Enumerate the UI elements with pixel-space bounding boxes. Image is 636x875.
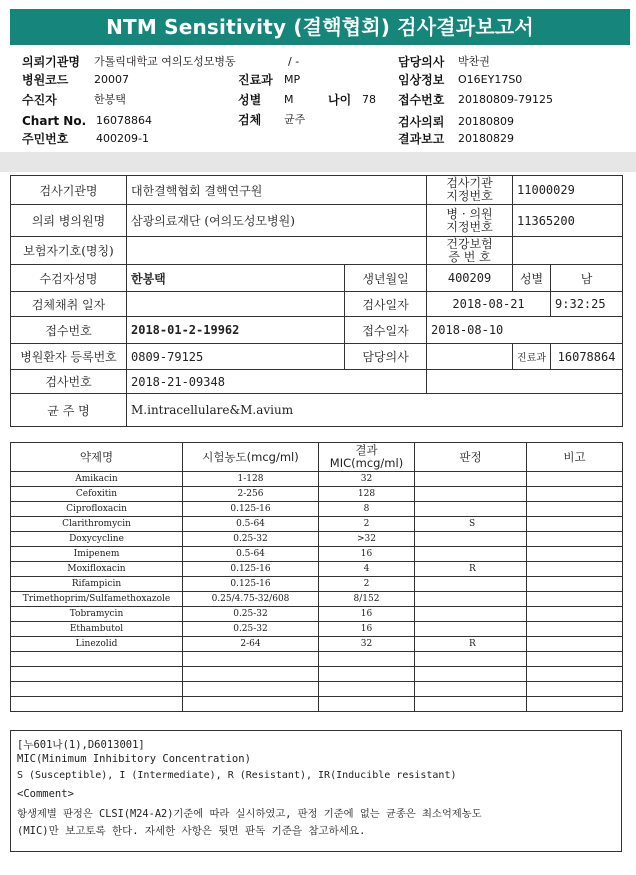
cell: 접수번호	[11, 317, 127, 344]
cell	[427, 370, 623, 394]
cell: 남	[551, 265, 623, 292]
ward-separator: / -	[288, 55, 300, 68]
cell-judge	[415, 502, 527, 517]
cell-judge: R	[415, 562, 527, 577]
header-note: 비고	[527, 443, 623, 472]
cell-mic: 2	[319, 577, 415, 592]
cell: 검사일자	[345, 292, 427, 317]
cell-drug: Amikacin	[11, 472, 183, 487]
cell	[427, 205, 513, 237]
section-divider	[0, 152, 636, 172]
cell: 11365200	[513, 205, 623, 237]
cell-mic	[319, 652, 415, 667]
cell: 균 주 명	[11, 394, 127, 427]
cell: 생년월일	[345, 265, 427, 292]
table-row	[11, 592, 623, 607]
cell-conc: 0.25-32	[183, 622, 319, 637]
test-date-label: 검사의뢰	[398, 115, 445, 129]
report-date-value: 20180829	[458, 132, 514, 145]
cell-judge	[415, 607, 527, 622]
referral-value: 가톨릭대학교 여의도성모병동	[94, 55, 236, 68]
cell-conc	[183, 652, 319, 667]
cell-line: 지정번호	[446, 219, 493, 234]
cell-mic: 16	[319, 547, 415, 562]
specimen-value: 균주	[284, 113, 306, 126]
cell-judge: S	[415, 517, 527, 532]
comment-line: 항생제별 판정은 CLSI(M24-A2)기준에 따라 실시하였고, 판정 기준에 없는 균종은 최소억제농도	[17, 808, 482, 820]
drug-rows	[11, 472, 623, 712]
table-row	[11, 607, 623, 622]
table-row	[11, 472, 623, 487]
comment-line: MIC(Minimum Inhibitory Concentration)	[17, 753, 251, 765]
cell-judge	[415, 667, 527, 682]
table-row	[11, 577, 623, 592]
test-date-value: 20180809	[458, 115, 514, 128]
cell	[127, 237, 427, 265]
cell-note	[527, 682, 623, 697]
table-row	[11, 292, 623, 317]
doctor-value: 박찬권	[458, 55, 490, 68]
header-conc: 시험농도(mcg/ml)	[183, 443, 319, 472]
cell: 16078864	[551, 344, 623, 370]
cell-drug: Tobramycin	[11, 607, 183, 622]
cell-conc: 0.25/4.75-32/608	[183, 592, 319, 607]
table-row	[11, 237, 623, 265]
resident-value: 400209-1	[96, 132, 149, 145]
cell-drug: Moxifloxacin	[11, 562, 183, 577]
cell	[427, 176, 513, 205]
cell-mic: 16	[319, 622, 415, 637]
cell-drug	[11, 682, 183, 697]
table-row	[11, 697, 623, 712]
cell-note	[527, 637, 623, 652]
chart-label: Chart No.	[22, 114, 87, 128]
receipt-value: 20180809-79125	[458, 93, 553, 106]
header-judge: 판정	[415, 443, 527, 472]
table-row	[11, 394, 623, 427]
table-row	[11, 344, 623, 370]
cell-conc: 0.25-32	[183, 607, 319, 622]
table-row	[11, 517, 623, 532]
table-row	[11, 682, 623, 697]
cell-note	[527, 562, 623, 577]
table-row	[11, 562, 623, 577]
table-row	[11, 265, 623, 292]
cell-note	[527, 697, 623, 712]
cell-judge	[415, 697, 527, 712]
clinical-value: O16EY17S0	[458, 73, 523, 86]
table-row	[11, 622, 623, 637]
cell: 400209	[427, 265, 513, 292]
cell: 진료과	[513, 344, 551, 370]
cell-drug: Ethambutol	[11, 622, 183, 637]
cell-mic: >32	[319, 532, 415, 547]
cell: 검체채취 일자	[11, 292, 127, 317]
table-row	[11, 370, 623, 394]
comment-line: (MIC)만 보고토록 한다. 자세한 사항은 뒷면 판독 기준을 참고하세요.	[17, 825, 366, 837]
cell-drug: Doxycycline	[11, 532, 183, 547]
comment-line: [누601나(1),D6013001]	[17, 739, 145, 751]
clinical-label: 임상정보	[398, 73, 445, 87]
specimen-label: 검체	[238, 113, 262, 127]
cell-judge	[415, 547, 527, 562]
dept-label: 진료과	[238, 73, 273, 87]
cell-drug: Ciprofloxacin	[11, 502, 183, 517]
cell-mic: 2	[319, 517, 415, 532]
cell-mic: 128	[319, 487, 415, 502]
cell-line: 건강보험	[446, 236, 493, 251]
cell-judge	[415, 487, 527, 502]
cell-judge	[415, 622, 527, 637]
resident-label: 주민번호	[22, 132, 69, 146]
cell-note	[527, 517, 623, 532]
cell-line: 병 · 의원	[446, 206, 493, 221]
cell: 삼광의료재단 (여의도성모병원)	[127, 205, 427, 237]
cell-mic	[319, 697, 415, 712]
report-date-label: 결과보고	[398, 132, 445, 146]
age-value: 78	[362, 93, 376, 106]
cell-mic: 8	[319, 502, 415, 517]
cell	[427, 344, 513, 370]
sex-value: M	[284, 93, 294, 106]
cell-conc: 0.5-64	[183, 547, 319, 562]
patient-value: 한봉택	[94, 93, 126, 106]
cell-note	[527, 622, 623, 637]
cell-drug	[11, 667, 183, 682]
cell-note	[527, 502, 623, 517]
hospital-code-value: 20007	[94, 73, 129, 86]
comment-line: <Comment>	[17, 788, 74, 800]
table-row	[11, 652, 623, 667]
comment-box	[10, 730, 622, 852]
cell-drug: Rifampicin	[11, 577, 183, 592]
cell-drug: Imipenem	[11, 547, 183, 562]
cell-drug	[11, 697, 183, 712]
cell: 의뢰 병의원명	[11, 205, 127, 237]
cell-judge	[415, 472, 527, 487]
header-drug: 약제명	[11, 443, 183, 472]
header-mic-line2: MIC(mcg/ml)	[329, 456, 404, 470]
cell: 검사기관명	[11, 176, 127, 205]
cell-conc	[183, 667, 319, 682]
report-details-table	[10, 175, 623, 427]
cell-mic: 4	[319, 562, 415, 577]
cell: 2018-08-10	[427, 317, 623, 344]
cell: 한봉택	[127, 265, 345, 292]
cell: 접수일자	[345, 317, 427, 344]
table-row	[11, 205, 623, 237]
cell-conc: 0.5-64	[183, 517, 319, 532]
cell	[427, 237, 513, 265]
report-title: NTM Sensitivity (결핵협회) 검사결과보고서	[10, 9, 630, 45]
cell: 11000029	[513, 176, 623, 205]
patient-label: 수진자	[22, 93, 57, 107]
referral-label: 의뢰기관명	[22, 55, 80, 69]
cell-mic: 32	[319, 637, 415, 652]
cell-conc: 0.125-16	[183, 562, 319, 577]
cell-line: 증 번 호	[448, 249, 491, 264]
cell-mic	[319, 667, 415, 682]
cell-note	[527, 472, 623, 487]
cell-judge	[415, 592, 527, 607]
cell-judge	[415, 577, 527, 592]
table-row	[11, 547, 623, 562]
cell-drug: Trimethoprim/Sulfamethoxazole	[11, 592, 183, 607]
age-label: 나이	[328, 93, 352, 107]
cell-drug: Clarithromycin	[11, 517, 183, 532]
cell-note	[527, 577, 623, 592]
cell-note	[527, 487, 623, 502]
cell-judge	[415, 532, 527, 547]
cell: 병원환자 등록번호	[11, 344, 127, 370]
receipt-label: 접수번호	[398, 93, 445, 107]
cell-conc	[183, 682, 319, 697]
sex-label: 성별	[238, 93, 262, 107]
cell-conc: 2-256	[183, 487, 319, 502]
dept-value: MP	[284, 73, 301, 86]
chart-value: 16078864	[96, 114, 152, 127]
cell-conc: 0.125-16	[183, 502, 319, 517]
header-mic-line1: 결과	[355, 443, 378, 457]
doctor-label: 담당의사	[398, 55, 445, 69]
cell-line: 지정번호	[446, 189, 493, 203]
cell-conc: 1-128	[183, 472, 319, 487]
cell-note	[527, 547, 623, 562]
cell-judge: R	[415, 637, 527, 652]
cell-conc	[183, 697, 319, 712]
cell-note	[527, 667, 623, 682]
cell-mic: 32	[319, 472, 415, 487]
cell-note	[527, 652, 623, 667]
cell: 검사번호	[11, 370, 127, 394]
table-row	[11, 637, 623, 652]
cell-mic: 8/152	[319, 592, 415, 607]
cell: 9:32:25	[551, 292, 623, 317]
cell-note	[527, 592, 623, 607]
cell: 보험자기호(명칭)	[11, 237, 127, 265]
table-row	[11, 532, 623, 547]
cell: 수검자성명	[11, 265, 127, 292]
cell-conc: 0.125-16	[183, 577, 319, 592]
table-row	[11, 667, 623, 682]
cell: 2018-21-09348	[127, 370, 427, 394]
cell-drug	[11, 652, 183, 667]
cell-mic	[319, 682, 415, 697]
cell-drug: Linezolid	[11, 637, 183, 652]
comment-line: S (Susceptible), I (Intermediate), R (Resistant), IR(Inducible resistant)	[17, 770, 457, 781]
header-mic	[319, 443, 415, 472]
cell	[127, 292, 345, 317]
cell: 대한결핵협회 결핵연구원	[127, 176, 427, 205]
table-row	[11, 317, 623, 344]
cell: 담당의사	[345, 344, 427, 370]
table-row	[11, 176, 623, 205]
cell-drug: Cefoxitin	[11, 487, 183, 502]
cell-note	[527, 532, 623, 547]
table-row	[11, 502, 623, 517]
cell-judge	[415, 652, 527, 667]
cell	[513, 237, 623, 265]
cell-line: 검사기관	[446, 176, 493, 190]
drug-sensitivity-table	[10, 442, 623, 712]
cell-judge	[415, 682, 527, 697]
table-row	[11, 487, 623, 502]
cell: 0809-79125	[127, 344, 345, 370]
cell: 2018-01-2-19962	[127, 317, 345, 344]
hospital-code-label: 병원코드	[22, 73, 69, 87]
cell-conc: 0.25-32	[183, 532, 319, 547]
cell: M.intracellulare&M.avium	[127, 394, 623, 427]
cell-conc: 2-64	[183, 637, 319, 652]
cell: 2018-08-21	[427, 292, 551, 317]
cell-note	[527, 607, 623, 622]
table-header-row	[11, 443, 623, 472]
cell-mic: 16	[319, 607, 415, 622]
cell: 성별	[513, 265, 551, 292]
